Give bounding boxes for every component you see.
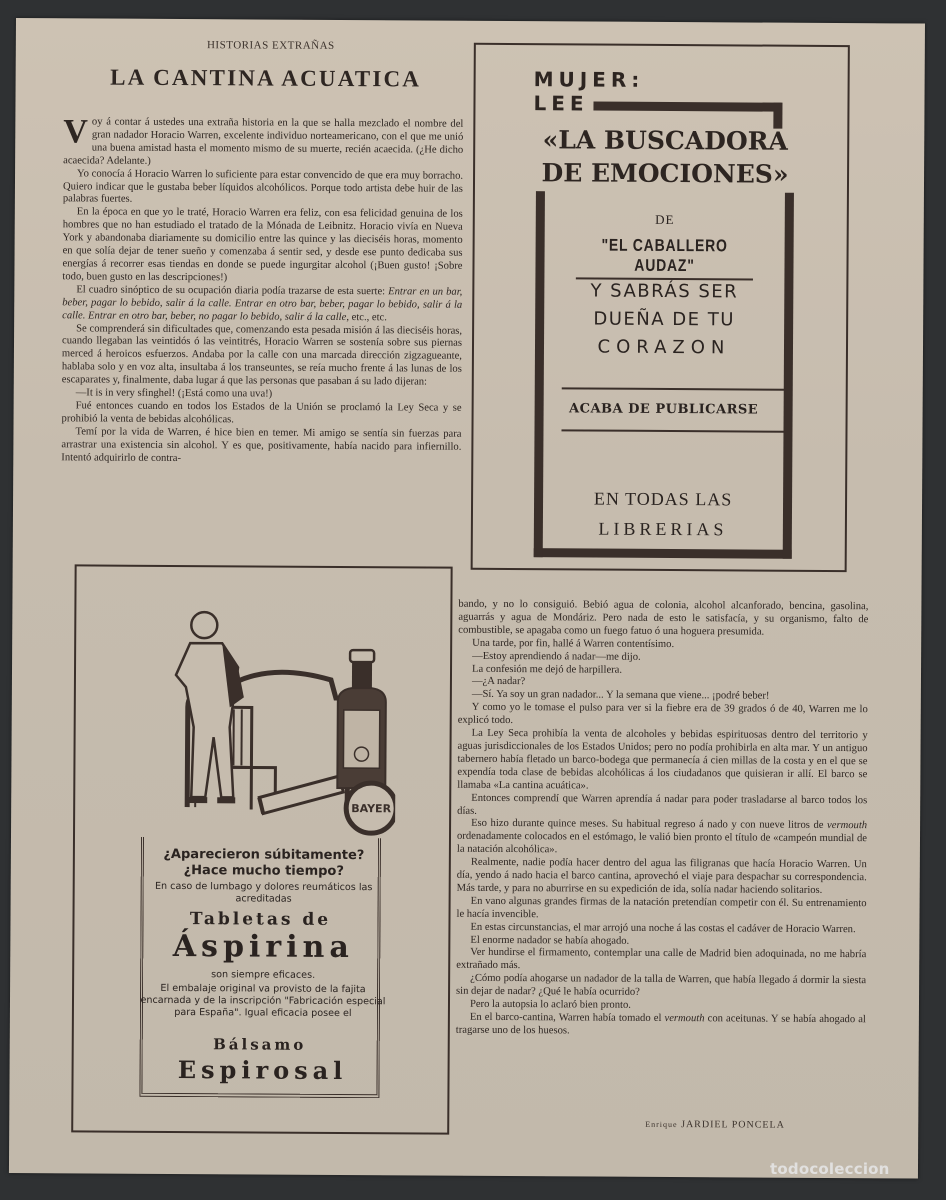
article-paragraph: En la época en que yo le traté, Horacio Warren era feliz, con esa felicidad genuina de los hombres que no han estudiado el tratado de la Mónada de Leibnitz. Horacio vivía en Nueva York y abandonaba diariamente su domicilio entre las quince y las dieciséis horas, momento en que solía dejar de tener sueño y comenzaba á sentir sed, y desde ese punto dedicaba sus energías á recorrer esas tiendas en donde se puede ingurgitar alcohol (¡Buen gusto! ¡Sobre todo, buen gusto en las descripciones!) [62,206,463,284]
article-paragraph: —¿A nadar? [471,676,526,688]
aspirin-text-frame [139,837,386,1098]
balsamo-label: Bálsamo [213,1035,307,1054]
espirosal-brand: Espirosal [177,1055,348,1086]
article-paragraph: Ver hundirse el firmamento, contemplar una calle de Madrid bien adoquinada, no me habría extrañado más. [456,947,867,972]
man-with-bottle-illustration [125,597,396,839]
article-paragraph: Fué entonces cuando en todos los Estados de la Unión se proclamó la Ley Seca y se prohibió la venta de bebidas alcohólicas. [61,400,462,426]
published-notice: ACABA DE PUBLICARSE [568,401,759,418]
medicine-box-icon [259,776,343,815]
article-paragraph: La Ley Seca prohibía la venta de alcoholes y bebidas espirituosas dentro del territorio y aguas jurisdiccionales de los Estados Unidos; pero no podía prohibirla en alta mar. Y un antiguo tabernero había fletado un barco-bodega que permanecía á cien millas de la costa y en el que se expendía toda clase de bebidas alcohólicas á los ciudadanos que quisieran ir allí. El barco se llamaba «La cantina acuática». [457,727,868,792]
book-author: "EL CABALLERO AUDAZ" [576,235,753,280]
article-paragraph: —Estoy aprendiendo á nadar—me dijo. [472,650,641,663]
availability-notice: EN TODAS LAS LIBRERIAS [593,488,733,540]
article-paragraph: Una tarde, por fin, hallé á Warren contentísimo. [472,637,675,650]
article-paragraph: —Sí. Ya soy un gran nadador... Y la semana que viene... ¡podré beber! [471,689,770,702]
article-column-left [61,113,464,467]
section-kicker: HISTORIAS EXTRAÑAS [206,39,335,52]
article-paragraph: Realmente, nadie podía hacer dentro del agua las filigranas que hacía Horacio Warren. Un día, yendo á nado hacia el barco cantina, aprovechó el viaje para despachar su correspondencia. Más tarde, y para no aburrirse en su expedición de ida, solía nadar haciendo solitarios. [456,856,867,896]
article-paragraph: Se comprenderá sin dificultades que, comenzando esta pesada misión á las dieciséis horas, cuando llegaban las veintidós ó las veintitrés, Horacio Warren se sostenía sobre sus piernas merced á heroicos esfuerzos. Andaba por la calle con una marcada dirección zigzagueante, hablaba solo y en voz alta, insultaba á los transeuntes, se reía mucho frente á las lunas de los escaparates y, finalmente, daba lugar á que las personas que pasaban á su lado dijeran: [61,322,463,388]
article-paragraph: La confesión me dejó de harpillera. [471,663,623,676]
article-paragraph: Temí por la vida de Warren, é hice bien en temer. Mi amigo se sentía sin fuerzas para arrastrar una existencia sin alcohol. Y es que, positivamente, había nacido para infiernillo. Intentó adquirirlo de contra- [61,426,462,464]
magazine-page [9,18,925,1179]
decorative-bar [593,102,781,112]
book-title: «LA BUSCADORA DE EMOCIONES» [541,125,789,189]
article-paragraph: Pero la autopsia lo aclaró bien pronto. [469,998,631,1011]
article-paragraph: bando, y no lo consiguió. Bebió agua de colonia, alcohol alcanforado, bencina, gasolina, aguarrás y agua de Mondáriz. Pero nada de esto le satisfacía, y su organismo, falto de combustible, se apagaba como un fuego fatuo ó una hoguera presumida. [458,598,869,638]
article-paragraph: El enorme nadador se había ahogado. [470,934,630,947]
book-tagline: Y SABRÁS SER DUEÑA DE TU CORAZON [590,280,739,359]
svg-text:BAYER: BAYER [351,802,392,816]
ad-intro-text: En caso de lumbago y dolores reumáticos las acreditadas [154,880,373,905]
article-paragraph: En vano algunas grandes firmas de la natación pretendían competir con él. Su entrenamiento le hacía invencible. [456,895,867,920]
article-title: LA CANTINA ACUATICA [110,64,422,92]
ad-book-heading: MUJER: LEE [533,67,645,116]
aspirin-advertisement [71,564,452,1134]
article-paragraph: Y como yo le tomase el pulso para ver si la fiebre era de 39 grados ó de 40, Warren me lo explicó todo. [457,702,868,727]
article-paragraph: ¿Cómo podía ahogarse un nadador de la talla de Warren, que había llegado á dormir la siesta sin dejar de nadar? ¿Qué le había ocurrido? [456,973,867,999]
book-advertisement [471,43,850,572]
drop-cap: V [63,113,88,151]
article-paragraph: Entonces comprendí que Warren aprendía á nadar para poder trasladarse al barco todos los días. [457,792,868,817]
ad-question: ¿Hace mucho tiempo? [183,863,344,880]
article-paragraph: En estas circunstancias, el mar arrojó una noche á las costas el cadáver de Horacio Warren. [470,921,856,935]
efficacy-text: son siempre eficaces. [211,969,316,981]
packaging-text: El embalaje original va provisto de la fajita encarnada y de la inscripción "Fabricación especial para España". Igual eficacia posee el [140,982,386,1020]
by-label: DE [655,211,675,228]
article-paragraph: —It is in very sfinghel! (¡Está como una uva!) [75,387,273,400]
ad-question: ¿Aparecieron súbitamente? [163,846,365,864]
tablets-label: Tabletas de [189,909,332,930]
article-paragraph: El cuadro sinóptico de su ocupación diaria podía trazarse de esta suerte: Entrar en un bar, beber, pagar lo bebido, salir á la calle. Entrar en otro bar, beber, pagar lo bebido, salir á la calle. Entrar en otro bar, beber, no pagar lo bebido, salir á la calle, etc., etc. [62,284,463,323]
article-paragraph: Voy á contar á ustedes una extraña historia en la que se halla mezclado el nombre del gran nadador Horacio Warren, excelente individuo norteamericano, con el que me unió una buena amistad hasta el momento mismo de su muerte, recién acaecida. (¿He dicho acaecida? Adelante.) [63,113,464,167]
watermark: todocoleccion [770,1160,890,1178]
article-paragraph: Yo conocía á Horacio Warren lo suficiente para estar convencido de que era muy borracho. Quiero indicar que le gustaba beber líquidos alcohólicos. Porque todo artista debe huir de las palabras fuertes. [62,168,464,206]
article-column-right [456,599,869,1040]
ad-book-frame [534,191,794,559]
divider [562,387,786,390]
balsamo-bottle-icon [337,650,386,788]
divider [561,429,785,432]
author-byline: Enrique JARDIEL PONCELA [645,1119,785,1131]
aspirina-brand: Áspirina [172,928,354,966]
article-paragraph: Eso hizo durante quince meses. Su habitual regreso á nado y con nueve litros de vermouth ordenadamente colocados en el estómago, le valió bien pronto el título de «campeón mundial de la natación alcohólica». [456,818,868,856]
article-paragraph: En el barco-cantina, Warren había tomado el vermouth con aceitunas. Y se había ahogado al tragarse uno de los huesos. [455,1011,866,1037]
bayer-logo-icon [346,783,396,833]
